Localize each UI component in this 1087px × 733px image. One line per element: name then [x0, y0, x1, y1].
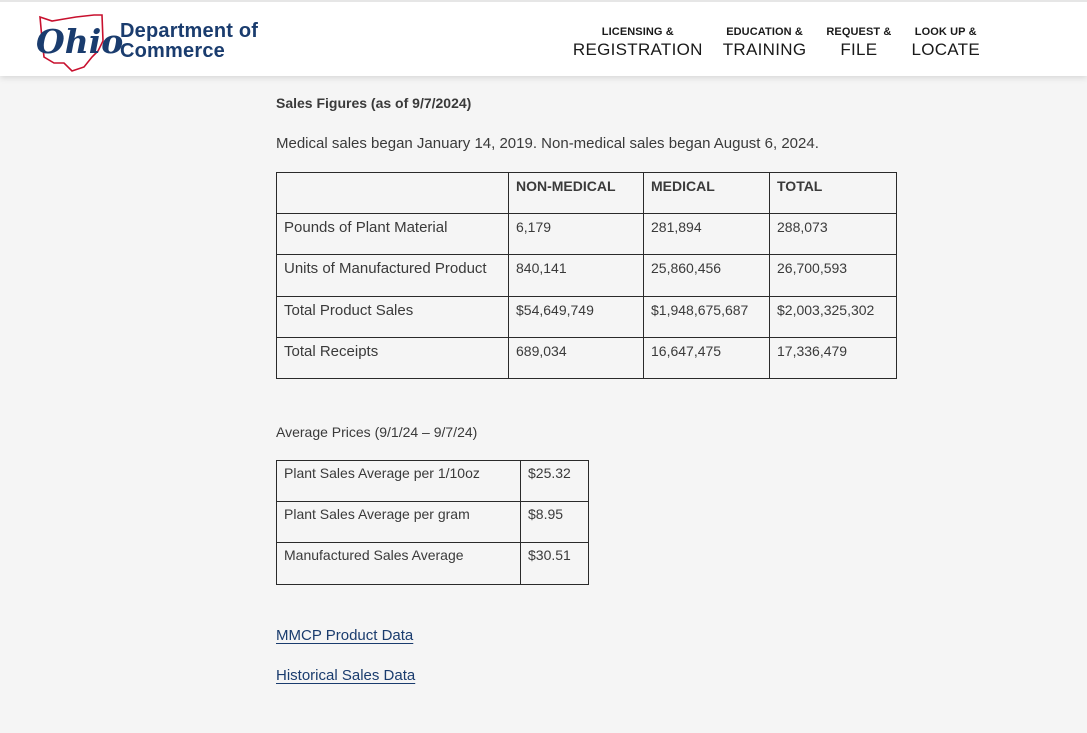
average-prices-heading: Average Prices (9/1/24 – 9/7/24) — [276, 424, 478, 440]
nav-small-label: REQUEST & — [826, 26, 892, 38]
table-cell: $30.51 — [521, 543, 589, 584]
table-cell: $25.32 — [521, 461, 589, 502]
main-nav — [573, 26, 980, 60]
nav-small-label: LOOK UP & — [914, 26, 977, 38]
historical-sales-data-link[interactable]: Historical Sales Data — [276, 667, 416, 684]
row-label: Manufactured Sales Average — [277, 543, 521, 584]
nav-licensing-registration[interactable] — [573, 26, 703, 60]
row-label: Plant Sales Average per gram — [277, 502, 521, 543]
table-cell: 17,336,479 — [770, 337, 897, 378]
table-header-row — [277, 173, 897, 214]
row-label: Units of Manufactured Product — [277, 255, 509, 296]
table-row — [277, 255, 897, 296]
ohio-state-logo-icon — [34, 11, 124, 71]
row-label: Plant Sales Average per 1/10oz — [277, 461, 521, 502]
nav-big-label: LOCATE — [911, 40, 980, 59]
row-label: Total Product Sales — [277, 296, 509, 337]
table-cell: $54,649,749 — [509, 296, 644, 337]
average-prices-table — [276, 460, 589, 585]
nav-request-file[interactable] — [826, 26, 891, 60]
site-header — [0, 0, 1087, 76]
row-label: Total Receipts — [277, 337, 509, 378]
nav-big-label: TRAINING — [722, 40, 807, 59]
table-cell: $2,003,325,302 — [770, 296, 897, 337]
svg-text:Ohio: Ohio — [36, 22, 124, 61]
mmcp-product-data-link[interactable]: MMCP Product Data — [276, 627, 414, 644]
nav-big-label: FILE — [840, 40, 878, 59]
table-cell: 16,647,475 — [644, 337, 770, 378]
logo-line-1: Department of — [120, 20, 259, 42]
page-heading: Sales Figures (as of 9/7/2024) — [276, 95, 472, 111]
table-row — [277, 214, 897, 255]
ohio-commerce-logo[interactable] — [34, 10, 274, 72]
logo-line-2: Commerce — [120, 40, 225, 62]
table-cell: 840,141 — [509, 255, 644, 296]
table-cell: 689,034 — [509, 337, 644, 378]
table-cell: 26,700,593 — [770, 255, 897, 296]
table-row — [277, 296, 897, 337]
table-cell: $1,948,675,687 — [644, 296, 770, 337]
table-row — [277, 337, 897, 378]
nav-lookup-locate[interactable] — [911, 26, 980, 60]
logo-text — [120, 21, 258, 61]
table-row — [277, 543, 589, 584]
sales-figures-table — [276, 172, 897, 379]
row-label: Pounds of Plant Material — [277, 214, 509, 255]
column-header: TOTAL — [770, 173, 897, 214]
table-row — [277, 502, 589, 543]
table-cell: 6,179 — [509, 214, 644, 255]
table-cell: 288,073 — [770, 214, 897, 255]
nav-big-label: REGISTRATION — [572, 40, 703, 59]
column-header — [277, 173, 509, 214]
table-cell: 25,860,456 — [644, 255, 770, 296]
nav-small-label: LICENSING & — [601, 26, 674, 38]
table-cell: $8.95 — [521, 502, 589, 543]
nav-small-label: EDUCATION & — [726, 26, 803, 38]
table-row — [277, 461, 589, 502]
column-header: NON-MEDICAL — [509, 173, 644, 214]
intro-text: Medical sales began January 14, 2019. Non-medical sales began August 6, 2024. — [276, 135, 819, 152]
nav-education-training[interactable] — [723, 26, 807, 60]
table-cell: 281,894 — [644, 214, 770, 255]
column-header: MEDICAL — [644, 173, 770, 214]
